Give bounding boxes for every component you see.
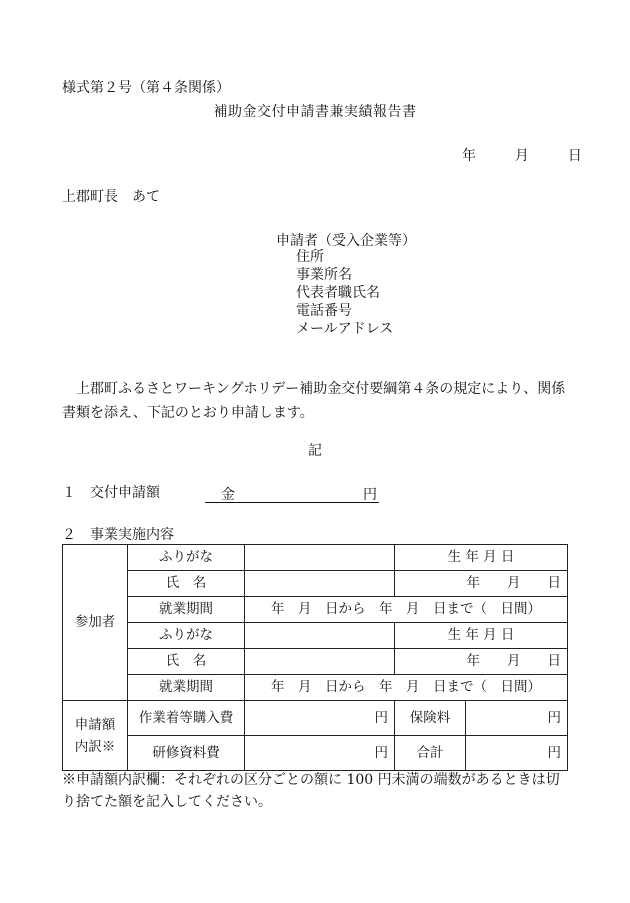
name-label: 氏 名 <box>128 571 245 597</box>
table-row <box>63 649 568 675</box>
table-row <box>63 597 568 623</box>
amount-en: 円 <box>363 487 377 503</box>
form-number: 様式第２号（第４条関係） <box>62 80 230 96</box>
item1-label <box>62 484 206 502</box>
field-address: 住所 <box>296 249 324 265</box>
applicant-fields <box>296 248 393 338</box>
footnote: ※申請額内訳欄：それぞれの区分ごとの額に 100 円未満の端数があるときは切り捨てた額を記入してください。 <box>62 772 560 810</box>
birth-value-2[interactable]: 年 月 日 <box>395 649 568 675</box>
detail-table <box>62 544 568 771</box>
name-label: 氏 名 <box>128 649 245 675</box>
training-amount[interactable]: 円 <box>245 736 395 771</box>
item1-number-label: １ 交付申請額 <box>62 485 160 501</box>
name-cell-1[interactable] <box>245 571 395 597</box>
date-line <box>462 147 582 165</box>
date-day: 日 <box>567 148 582 164</box>
work-period-label: 就業期間 <box>128 675 245 701</box>
birth-header-2: 生 年 月 日 <box>395 623 568 649</box>
work-period-value-2[interactable]: 年 月 日から 年 月 日まで（ 日間） <box>245 675 568 701</box>
table-row <box>63 701 568 736</box>
table-row <box>63 623 568 649</box>
breakdown-label <box>63 701 128 771</box>
total-label: 合計 <box>395 736 466 771</box>
furigana-label: ふりがな <box>128 623 245 649</box>
work-clothes-amount[interactable]: 円 <box>245 701 395 736</box>
table-row <box>63 571 568 597</box>
applicant-heading: 申請者（受入企業等） <box>276 233 416 249</box>
training-label: 研修資料費 <box>128 736 245 771</box>
item2-label: ２ 事業実施内容 <box>62 527 174 543</box>
birth-value-1[interactable]: 年 月 日 <box>395 571 568 597</box>
date-year: 年 <box>462 148 476 164</box>
work-period-value-1[interactable]: 年 月 日から 年 月 日まで（ 日間） <box>245 597 568 623</box>
addressee: 上郡町長 あて <box>62 189 160 205</box>
work-period-label: 就業期間 <box>128 597 245 623</box>
breakdown-label-line2: 内訳※ <box>74 738 116 755</box>
furigana-cell-2[interactable] <box>245 623 395 649</box>
document-title: 補助金交付申請書兼実績報告書 <box>213 104 417 120</box>
participant-label: 参加者 <box>63 545 128 701</box>
field-phone: 電話番号 <box>296 303 352 319</box>
breakdown-label-line1: 申請額 <box>74 716 116 733</box>
name-cell-2[interactable] <box>245 649 395 675</box>
field-office-name: 事業所名 <box>296 267 352 283</box>
field-email: メールアドレス <box>296 321 394 337</box>
table-row <box>63 675 568 701</box>
furigana-cell-1[interactable] <box>245 545 395 571</box>
insurance-amount[interactable]: 円 <box>466 701 568 736</box>
table-row <box>63 545 568 571</box>
field-representative: 代表者職氏名 <box>296 285 380 301</box>
table-row <box>63 736 568 771</box>
birth-header-1: 生 年 月 日 <box>395 545 568 571</box>
amount-kin: 金 <box>221 487 235 503</box>
insurance-label: 保険料 <box>395 701 466 736</box>
ki-heading: 記 <box>308 443 322 459</box>
work-clothes-label: 作業着等購入費 <box>128 701 245 736</box>
total-amount[interactable]: 円 <box>466 736 568 771</box>
amount-field[interactable] <box>205 484 379 503</box>
body-text: 上郡町ふるさとワーキングホリデー補助金交付要綱第４条の規定により、関係書類を添え、下記のとおり申請します。 <box>62 381 566 421</box>
furigana-label: ふりがな <box>128 545 245 571</box>
date-month: 月 <box>514 148 529 164</box>
